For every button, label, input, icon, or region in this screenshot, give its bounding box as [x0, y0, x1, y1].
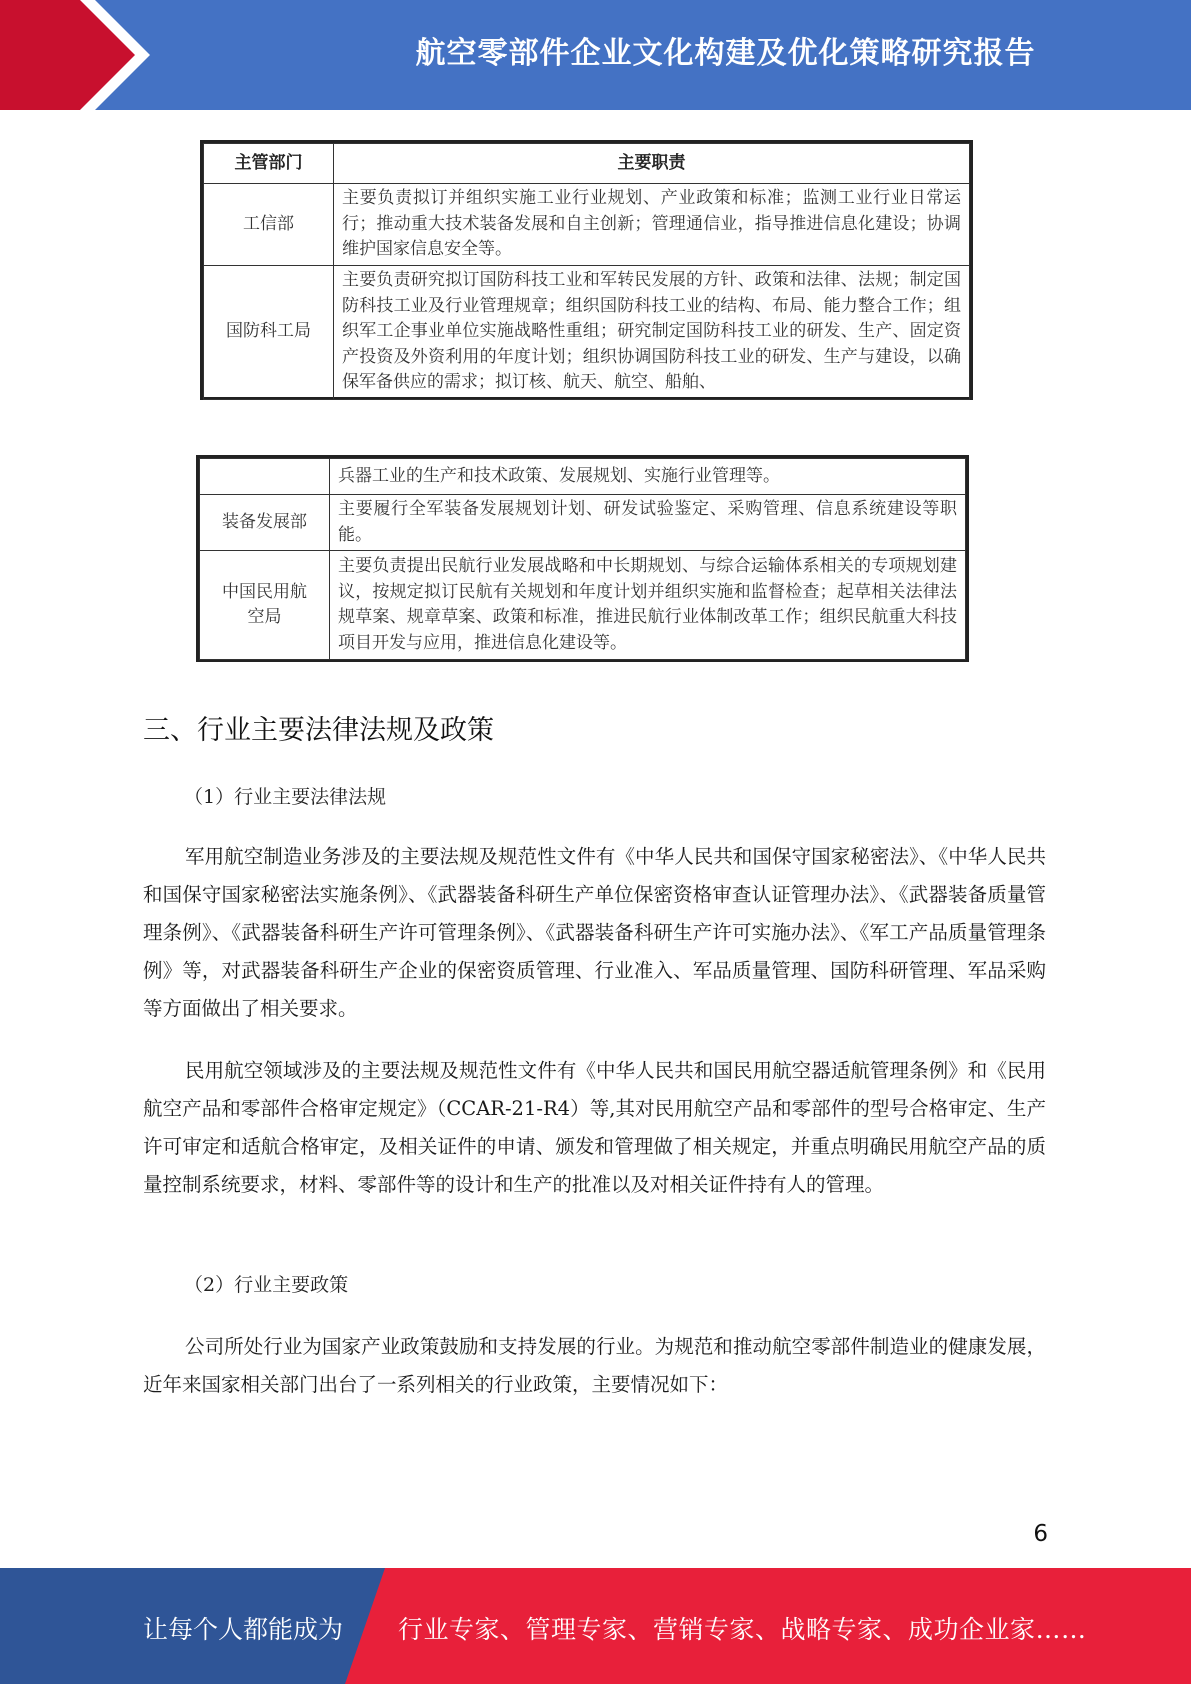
section-heading: 三、行业主要法律法规及政策	[143, 715, 494, 746]
footer-slogan-left: 让每个人都能成为	[143, 1615, 344, 1644]
footer-slogan-right: 行业专家、管理专家、营销专家、战略专家、成功企业家……	[398, 1615, 1087, 1644]
table-row	[200, 495, 966, 551]
department-cell: 中国民用航空局	[200, 551, 330, 660]
paragraph-civil-regulations: 民用航空领域涉及的主要法规及规范性文件有《中华人民共和国民用航空器适航管理条例》和《民用航空产品和零部件合格审定规定》（CCAR-21-R4）等,其对民用航空产品和零部件的型号合格审定、生产许可审定和适航合格审定，及相关证件的申请、颁发和管理做了相关规定，并重点明确民用航空产品的质量控制系统要求，材料、零部件等的设计和生产的批准以及对相关证件持有人的管理。	[143, 1059, 1046, 1196]
duty-cell: 主要负责研究拟订国防科技工业和军转民发展的方针、政策和法律、法规；制定国防科技工业及行业管理规章；组织国防科技工业的结构、布局、能力整合工作；组织军工企事业单位实施战略性重组；研究制定国防科技工业的研发、生产、固定资产投资及外资利用的年度计划；组织协调国防科技工业的研发、生产与建设，以确保军备供应的需求；拟订核、航天、航空、船舶、	[334, 265, 970, 399]
department-cell: 工信部	[204, 184, 334, 266]
table-row	[204, 184, 970, 266]
paragraph-military-regulations: 军用航空制造业务涉及的主要法规及规范性文件有《中华人民共和国保守国家秘密法》、《中华人民共和国保守国家秘密法实施条例》、《武器装备科研生产单位保密资格审查认证管理办法》、《武器装备质量管理条例》、《武器装备科研生产许可管理条例》、《武器装备科研生产许可实施办法》、《军工产品质量管理条例》等，对武器装备科研生产企业的保密资质管理、行业准入、军品质量管理、国防科研管理、军品采购等方面做出了相关要求。	[143, 845, 1046, 1020]
duty-cell: 主要负责拟订并组织实施工业行业规划、产业政策和标准；监测工业行业日常运行；推动重大技术装备发展和自主创新；管理通信业，指导推进信息化建设；协调维护国家信息安全等。	[334, 184, 970, 266]
page-header	[0, 0, 1191, 110]
responsibility-table-part-2	[196, 455, 969, 662]
duty-cell: 兵器工业的生产和技术政策、发展规划、实施行业管理等。	[330, 459, 966, 495]
column-header-department: 主管部门	[204, 144, 334, 184]
paragraph-policies: 公司所处行业为国家产业政策鼓励和支持发展的行业。为规范和推动航空零部件制造业的健康发展，近年来国家相关部门出台了一系列相关的行业政策，主要情况如下：	[143, 1335, 1046, 1396]
table-header-row	[204, 144, 970, 184]
sub-heading-laws: （1）行业主要法律法规	[184, 786, 387, 808]
department-cell: 国防科工局	[204, 265, 334, 399]
table-row	[200, 551, 966, 660]
page-footer	[0, 1568, 1191, 1684]
table-row	[200, 459, 966, 495]
sub-heading-policies: （2）行业主要政策	[184, 1274, 349, 1296]
table-row	[204, 265, 970, 399]
duty-cell: 主要履行全军装备发展规划计划、研发试验鉴定、采购管理、信息系统建设等职能。	[330, 495, 966, 551]
page-number: 6	[1033, 1521, 1048, 1547]
column-header-duties: 主要职责	[334, 144, 970, 184]
document-title: 航空零部件企业文化构建及优化策略研究报告	[415, 36, 1036, 71]
department-cell: 装备发展部	[200, 495, 330, 551]
department-cell	[200, 459, 330, 495]
duty-cell: 主要负责提出民航行业发展战略和中长期规划、与综合运输体系相关的专项规划建议，按规定拟订民航有关规划和年度计划并组织实施和监督检查；起草相关法律法规草案、规章草案、政策和标准，推进民航行业体制改革工作；组织民航重大科技项目开发与应用，推进信息化建设等。	[330, 551, 966, 660]
responsibility-table-part-1	[200, 140, 973, 400]
